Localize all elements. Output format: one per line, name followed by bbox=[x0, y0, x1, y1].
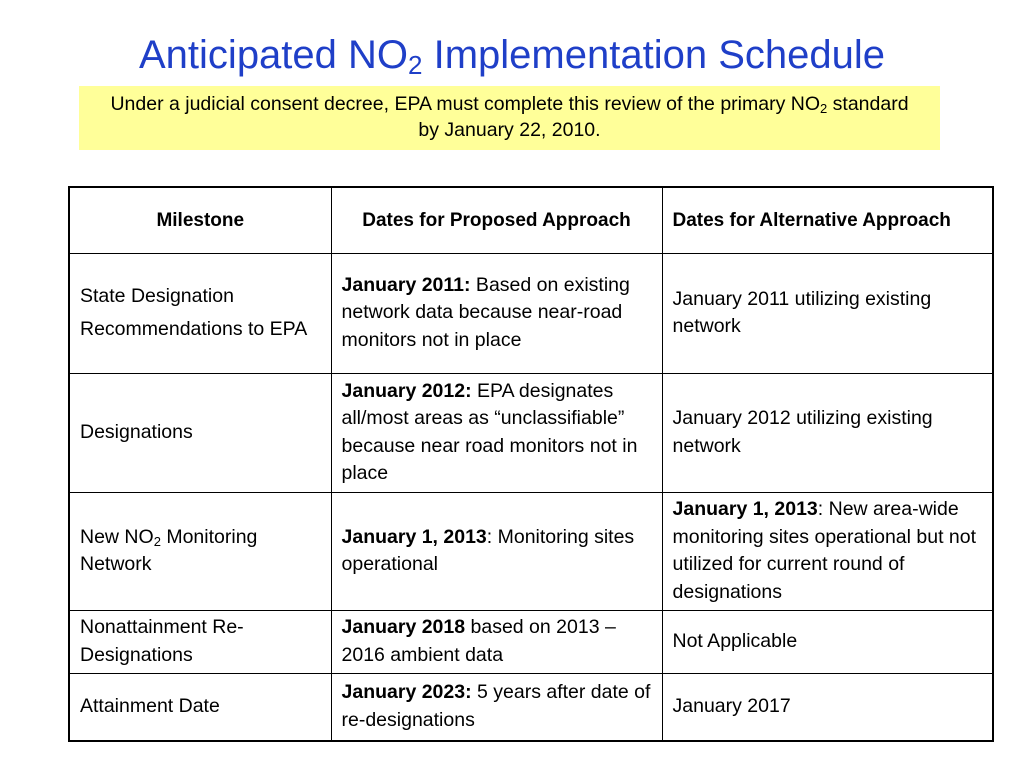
table-row bbox=[69, 673, 993, 741]
header-proposed-approach: Dates for Proposed Approach bbox=[331, 187, 662, 253]
proposed-cell bbox=[331, 673, 662, 741]
proposed-cell bbox=[331, 610, 662, 673]
milestone-line: Recommendations to EPA bbox=[80, 318, 308, 340]
alternative-cell: Not Applicable bbox=[662, 610, 993, 673]
table-row bbox=[69, 492, 993, 610]
proposed-detail: : Monitoring sites operational bbox=[341, 525, 635, 575]
milestone-cell: Nonattainment Re-Designations bbox=[69, 610, 331, 673]
proposed-date: January 2018 bbox=[341, 616, 466, 638]
page-title: Anticipated $NO_2$ Implementation Schedule bbox=[139, 33, 885, 80]
alternative-cell: January 2011 utilizing existing network bbox=[662, 253, 993, 373]
proposed-cell bbox=[331, 253, 662, 373]
proposed-date: January 2023: bbox=[341, 681, 472, 704]
milestone-cell: Attainment Date bbox=[69, 673, 331, 741]
header-milestone: Milestone bbox=[69, 187, 331, 253]
milestone-text: New NO bbox=[80, 525, 154, 548]
milestone-subscript: 2 bbox=[153, 533, 161, 549]
table-header-row bbox=[69, 187, 993, 253]
alternative-cell bbox=[662, 492, 993, 610]
table-row bbox=[69, 610, 993, 673]
table-row bbox=[69, 373, 993, 492]
table-row bbox=[69, 253, 993, 373]
proposed-date: January 2011: bbox=[341, 273, 471, 296]
milestone-cell bbox=[69, 253, 331, 373]
proposed-detail: based on 2013 – 2016 ambient data bbox=[341, 616, 616, 666]
proposed-date: January 1, 2013 bbox=[341, 525, 487, 548]
alternative-cell: January 2017 bbox=[662, 673, 993, 741]
alternative-detail: : New area-wide monitoring sites operational but not utilized for current round of designations bbox=[672, 498, 977, 603]
milestone-cell: Designations bbox=[69, 373, 331, 492]
alternative-date: January 1, 2013 bbox=[672, 498, 818, 520]
proposed-detail: 5 years after date of re-designations bbox=[341, 681, 651, 731]
proposed-date: January 2012: bbox=[341, 379, 472, 402]
header-alternative-approach: Dates for Alternative Approach bbox=[662, 187, 993, 253]
proposed-cell bbox=[331, 492, 662, 610]
milestone-cell bbox=[69, 492, 331, 610]
implementation-schedule-table bbox=[68, 186, 994, 742]
proposed-detail: EPA designates all/most areas as “unclassifiable” because near road monitors not in place bbox=[341, 379, 638, 484]
consent-decree-callout: Under a judicial consent decree, EPA must complete this review of the primary $NO_2$ standard by January 22, 2010. bbox=[79, 86, 940, 150]
milestone-line: State Designation bbox=[80, 284, 234, 307]
milestone-text: Monitoring Network bbox=[80, 525, 258, 575]
proposed-detail: Based on existing network data because near-road monitors not in place bbox=[341, 273, 630, 351]
proposed-cell bbox=[331, 373, 662, 492]
alternative-cell: January 2012 utilizing existing network bbox=[662, 373, 993, 492]
